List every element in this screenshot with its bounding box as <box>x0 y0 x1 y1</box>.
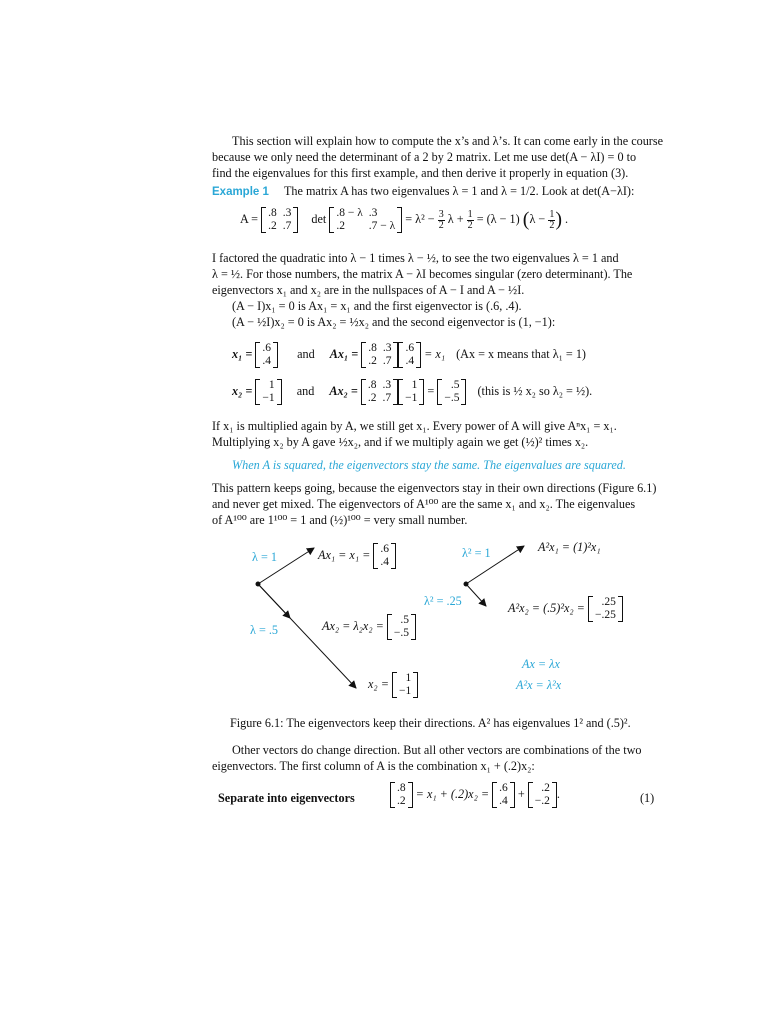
lambda2-25-label: λ² = .25 <box>424 594 462 608</box>
ax1-label: Ax₁ = x₁ = .6 .4 <box>318 543 396 569</box>
a2x1-label: A²x₁ = (1)²x₁ <box>538 540 601 554</box>
vector-x2: 1 −1 <box>255 379 281 405</box>
poly-part: λ + <box>447 211 464 226</box>
column-vector: .8 .2 <box>390 782 413 808</box>
fraction: $\frac{1}{2}$ <box>467 208 473 231</box>
eigenvector-2-equation: x₂ = 1 −1 and Ax₂ = .8 .3 .2 .7 1 −1 = .5 −.5 (this is ½ x₂ so λ₂ = ½). <box>232 379 593 404</box>
figure-caption: Figure 6.1: The eigenvectors keep their directions. A² has eigenvalues 1² and (.5)². <box>230 716 631 730</box>
vector-x1: .6 .4 <box>492 782 515 808</box>
a2x2-label: A²x₂ = (.5)²x₂ = .25 −.25 <box>508 596 623 622</box>
factor-line: λ = ½. For those numbers, the matrix A − λI becomes singular (zero determinant). The <box>212 267 633 281</box>
matrix-A: .8 .3 .2 .7 <box>361 342 398 368</box>
vector-x1: .6 .4 <box>398 342 421 368</box>
highlight-statement: When A is squared, the eigenvectors stay the same. The eigenvalues are squared. <box>232 458 626 472</box>
poly-part: = (λ − 1) <box>476 211 520 226</box>
power-line: If x₁ is multiplied again by A, we still get x₁. Every power of A will give Aⁿx₁ = x₁. <box>212 419 617 433</box>
poly-part: λ − <box>529 211 546 226</box>
eigen-equation: Ax = λx <box>522 657 560 671</box>
determinant-equation: A = .8 .3 .2 .7 det .8 − λ .3 .2 .7 − λ = λ² − $\frac{3}{2}$ λ + $\frac{1}{2}$ = (λ − 1) (λ − $\frac{1}{2}$ ) . <box>240 207 569 232</box>
lambda2-1-label: λ² = 1 <box>462 546 491 560</box>
other-line: Other vectors do change direction. But all other vectors are combinations of the two <box>232 743 642 757</box>
equation-number: (1) <box>640 791 655 805</box>
fraction: $\frac{3}{2}$ <box>438 208 444 231</box>
matrix-A-label: A = <box>240 211 259 226</box>
pattern-line: This pattern keeps going, because the eigenvectors stay in their own directions (Figure 6.1) <box>212 481 657 495</box>
intro-line: because we only need the determinant of a 2 by 2 matrix. Let me use det(A − λI) = 0 to <box>212 150 637 164</box>
separate-equation: .8 .2 = x₁ + (.2)x₂ = .6 .4 + .2 −.2 . <box>390 782 560 808</box>
matrix-A: .8 .3 .2 .7 <box>261 207 298 233</box>
example-text: The matrix A has two eigenvalues λ = 1 and λ = 1/2. Look at det(A−λI): <box>283 184 635 198</box>
vector-x2: 1 −1 <box>398 379 424 405</box>
det-label: det <box>311 211 327 226</box>
pattern-line: of A¹⁰⁰ are 1¹⁰⁰ = 1 and (½)¹⁰⁰ = very small number. <box>212 513 468 527</box>
other-line: eigenvectors. The first column of A is the combination x₁ + (.2)x₂: <box>212 759 535 773</box>
poly-part: = λ² − <box>405 211 435 226</box>
power-line: Multiplying x₂ by A gave ½x₂, and if we multiply again we get (½)² times x₂. <box>212 435 589 449</box>
eigen-equation-squared: A²x = λ²x <box>516 678 562 692</box>
matrix-A: .8 .3 .2 .7 <box>361 379 398 405</box>
pattern-line: and never get mixed. The eigenvectors of A¹⁰⁰ are the same x₁ and x₂. The eigenvalues <box>212 497 636 511</box>
other-paragraph <box>212 742 656 774</box>
factor-line: I factored the quadratic into λ − 1 times λ − ½, to see the two eigenvalues λ = 1 and <box>212 251 619 265</box>
arrow-a2x2 <box>466 584 486 606</box>
ax2-label: Ax₂ = λ₂x₂ = .5 −.5 <box>322 614 416 640</box>
result-vector: .5 −.5 <box>437 379 466 405</box>
factor-line: eigenvectors x₁ and x₂ are in the nullspaces of A − I and A − ½I. <box>212 283 525 297</box>
separate-label: Separate into eigenvectors <box>218 791 355 805</box>
vector-02x2: .2 −.2 <box>528 782 557 808</box>
factor-line: (A − ½I)x₂ = 0 is Ax₂ = ½x₂ and the second eigenvector is (1, −1): <box>232 315 556 329</box>
vector-x1: .6 .4 <box>255 342 278 368</box>
lambda-1-label: λ = 1 <box>252 550 277 564</box>
fraction: $\frac{1}{2}$ <box>549 208 555 231</box>
x2-label: x₂ = 1 −1 <box>368 672 418 698</box>
intro-line: This section will explain how to compute the x’s and λ’s. It can come early in the course <box>232 134 664 148</box>
matrix-A-minus-lambda: .8 − λ .3 .2 .7 − λ <box>329 207 402 233</box>
lambda-half-label: λ = .5 <box>250 623 279 637</box>
example-label: Example 1 <box>212 186 269 198</box>
intro-line: find the eigenvalues for this first example, and then derive it properly in equation (3). <box>212 166 629 180</box>
eigenvector-1-equation: x₁ = .6 .4 and Ax₁ = .8 .3 .2 .7 .6 .4 = x₁ (Ax = x means that λ₁ = 1) <box>232 342 586 367</box>
factor-line: (A − I)x₁ = 0 is Ax₁ = x₁ and the first eigenvector is (.6, .4). <box>232 299 522 313</box>
